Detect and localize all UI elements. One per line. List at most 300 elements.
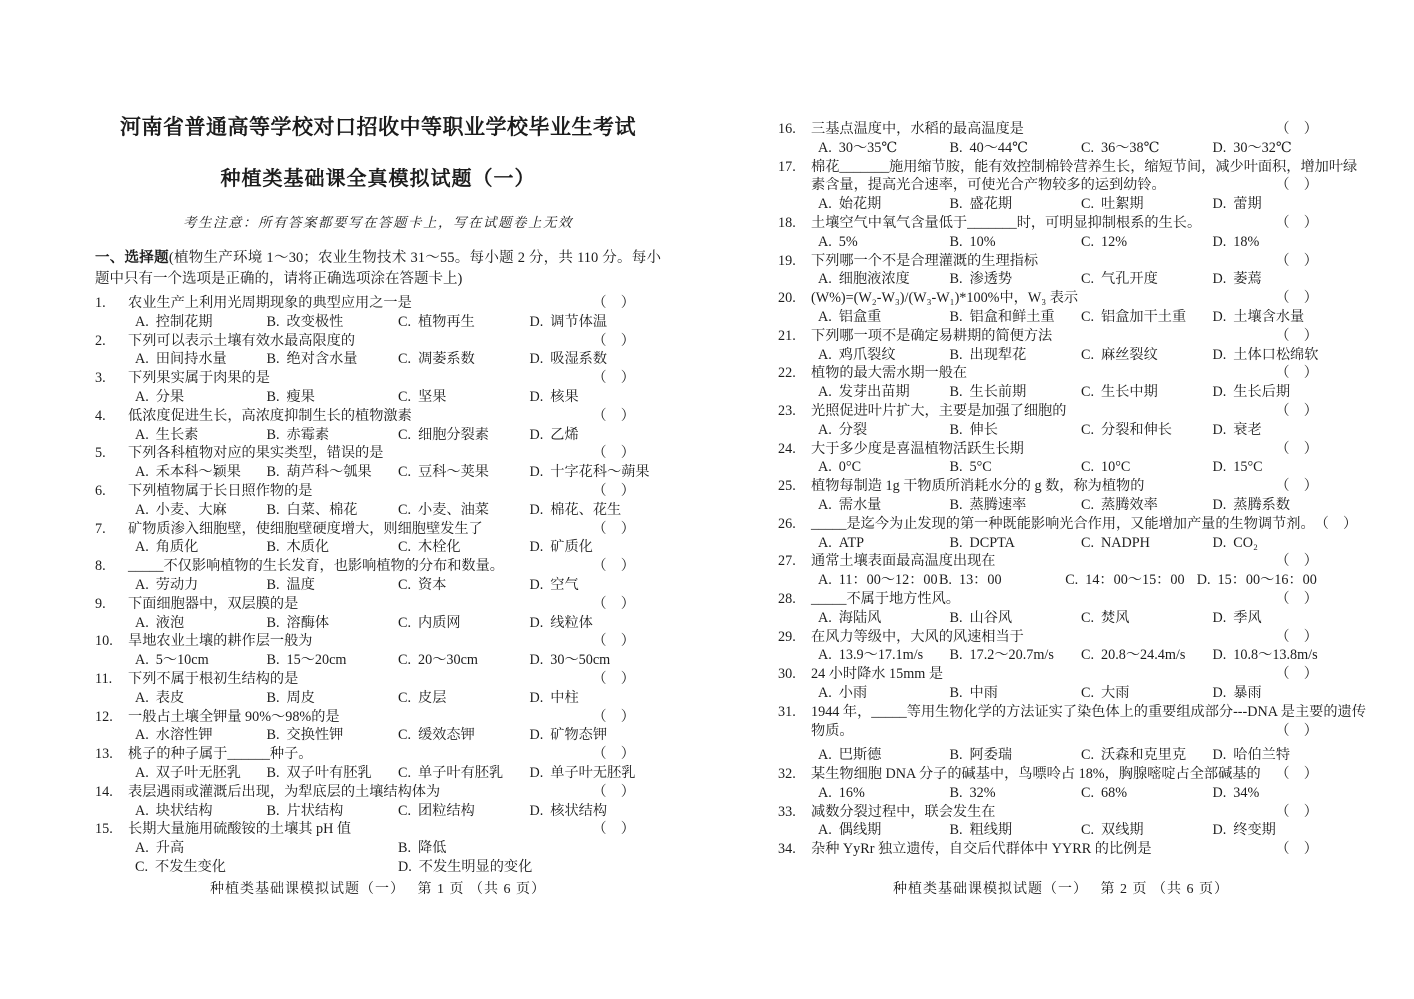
question-text: 棉花_______施用缩节胺，能有效控制棉铃营养生长，缩短节间，减少叶面积，增加叶绿 [811,158,1358,175]
question-text: 植物的最大需水期一般在 [811,365,968,382]
option-label: A. [818,822,832,839]
option-text: 出现犁花 [969,346,1027,363]
options-row [818,684,1344,703]
option-D [530,538,662,557]
option-label: B. [266,501,280,518]
question-text: 通常土壤表面最高温度出现在 [811,553,996,570]
options-row [135,350,661,369]
question-number: 7. [95,520,106,537]
answer-bracket: （ ） [1275,722,1318,739]
option-A [135,839,398,858]
option-text: 5～10cm [155,652,209,669]
question-20 [778,289,1344,327]
option-C [398,576,530,595]
question-number: 20. [778,290,796,307]
option-label: D. [1212,271,1227,288]
option-B [950,195,1082,214]
option-label: C. [1081,233,1095,250]
option-B [950,821,1082,840]
option-label: A. [135,840,149,857]
question-number: 27. [778,553,796,570]
option-text: 发芽出苗期 [838,384,910,401]
answer-bracket: （ ） [592,558,635,575]
question-text: 植物每制造 1g 干物质所消耗水分的 g 数，称为植物的 [811,478,1145,495]
option-text: 生长中期 [1101,384,1158,401]
question-7 [95,520,661,558]
option-label: A. [818,609,832,626]
question-text: 旱地农业土壤的耕作层一般为 [128,633,313,650]
option-text: 30～35℃ [838,139,898,156]
option-label: A. [135,689,149,706]
option-label: A. [135,313,149,330]
option-A [135,726,267,745]
option-label: C. [1081,139,1095,156]
question-number: 13. [95,746,113,763]
option-C [398,463,530,482]
option-A [818,534,950,553]
options-row [818,784,1344,803]
option-label: D. [1212,684,1227,701]
option-D [530,426,662,445]
option-B [950,346,1082,365]
question-26 [778,515,1358,553]
question-number: 31. [778,703,796,720]
option-C [398,426,530,445]
option-C [1081,534,1213,553]
options-row [135,538,661,557]
question-text: 土壤空气中氧气含量低于_______时，可明显抑制根系的生长。 [811,214,1202,231]
option-label: A. [135,501,149,518]
option-text: 表皮 [155,689,185,706]
option-D [530,501,662,520]
answer-bracket: （ ） [1275,440,1318,457]
question-line [778,590,1344,609]
answer-bracket: （ ） [592,482,635,499]
option-text: 水溶性钾 [155,727,213,744]
option-label: C. [1081,384,1095,401]
option-label: B. [266,539,280,556]
question-number: 11. [95,670,113,687]
question-text: _____不仅影响植物的生长发育，也影响植物的分布和数量。 [128,558,504,575]
option-C [1065,571,1197,590]
option-text: 16% [838,784,865,801]
answer-bracket: （ ） [1275,252,1318,269]
question-line [778,440,1344,459]
option-text: CO₂ [1233,534,1258,551]
option-C [1081,308,1213,327]
option-text: 粗线期 [969,822,1013,839]
option-text: 衰老 [1233,421,1262,438]
option-label: A. [818,534,832,551]
options-row [135,463,661,482]
question-24 [778,440,1344,478]
option-D [1213,458,1345,477]
question-text: 三基点温度中，水稻的最高温度是 [811,121,1024,137]
option-B [950,646,1082,665]
option-B [267,538,399,557]
option-label: D. [1212,822,1227,839]
option-text: 蒸腾系数 [1233,496,1291,513]
option-label: D. [398,858,412,875]
question-line [778,628,1344,647]
option-text: 分裂 [838,421,868,438]
answer-bracket: （ ） [1275,214,1318,231]
answer-bracket: （ ） [592,633,635,650]
option-C [1081,609,1213,628]
answer-bracket: （ ） [1275,402,1318,419]
option-text: 渗透势 [969,271,1013,288]
options-row [135,313,661,332]
option-C [1081,496,1213,515]
option-text: 蒸腾效率 [1101,496,1158,513]
answer-bracket: （ ） [592,445,635,462]
option-label: D. [1212,384,1227,401]
option-text: 海陆风 [838,609,882,626]
option-A [818,421,950,440]
question-text: 下列哪一个不是合理灌溉的生理指标 [811,252,1039,269]
option-text: 13.9～17.1m/s [838,647,924,664]
question-text: 下列不属于根初生结构的是 [128,670,299,687]
option-A [818,746,950,765]
option-label: D. [529,802,544,819]
option-label: C. [1081,496,1095,513]
option-text: 13：00 [958,572,1002,589]
option-text: 双子叶有胚乳 [286,764,372,781]
question-text: 表层遇雨或灌溉后出现，为犁底层的土壤结构体为 [128,783,441,800]
option-text: 沃森和克里克 [1101,747,1187,764]
question-text: 下列可以表示土壤有效水最高限度的 [128,332,356,349]
option-text: 线粒体 [550,614,593,631]
page-1 [95,112,661,912]
option-D [1213,346,1345,365]
option-text: 0°C [838,459,862,476]
option-label: D. [1212,308,1227,325]
question-1 [95,294,661,332]
option-label: B. [266,727,280,744]
option-text: 萎蔫 [1233,271,1262,288]
option-B [950,784,1082,803]
option-D [1213,746,1345,765]
option-B [950,496,1082,515]
option-D [1213,646,1345,665]
option-label: A. [818,421,832,438]
option-D [398,858,661,877]
option-text: 皮层 [418,689,447,706]
option-text: 15：00～16：00 [1217,572,1317,589]
option-label: C. [1081,747,1095,764]
question-number: 8. [95,558,106,575]
option-D [530,614,662,633]
option-text: 10.8～13.8m/s [1233,647,1318,664]
question-text: 一般占土壤全钾量 90%～98%的是 [128,708,340,725]
options-row [818,383,1344,402]
options-row [818,609,1344,628]
question-number: 21. [778,327,796,344]
option-A [135,802,267,821]
answer-bracket: （ ） [592,783,635,800]
question-line [778,289,1344,308]
question-line [95,557,661,576]
option-text: 蒸腾速率 [969,496,1027,513]
option-label: B. [949,384,963,401]
option-C [398,802,530,821]
option-label: A. [818,233,832,250]
option-text: 焚风 [1101,609,1130,626]
options-row [818,571,1344,590]
option-label: D. [1212,747,1227,764]
option-D [530,689,662,708]
option-B [950,270,1082,289]
option-B [939,571,1065,590]
question-number: 12. [95,708,113,725]
option-C [1081,646,1213,665]
option-B [267,764,399,783]
option-text: DCPTA [969,534,1015,551]
option-A [818,195,950,214]
answer-bracket: （ ） [592,821,635,838]
option-label: B. [266,464,280,481]
option-text: 盛花期 [969,196,1013,213]
option-C [1081,684,1213,703]
question-text: 桃子的种子属于______种子。 [128,746,313,763]
option-text: 缓效态钾 [418,727,475,744]
question-18 [778,214,1344,252]
option-B [267,463,399,482]
option-C [1081,195,1213,214]
option-B [950,609,1082,628]
question-line [95,294,661,313]
option-text: 10% [969,233,996,250]
page-subtitle: 种植类基础课全真模拟试题（一） [220,168,536,190]
option-A [135,313,267,332]
option-text: 空气 [550,576,579,593]
question-32 [778,765,1344,803]
question-number: 18. [778,214,796,231]
options-row [135,764,661,783]
question-text: 下列果实属于肉果的是 [128,370,270,387]
option-label: D. [1212,534,1227,551]
option-D [530,463,662,482]
option-label: C. [1081,784,1095,801]
option-C [1081,458,1213,477]
option-label: A. [818,647,832,664]
question-line [778,665,1344,684]
question-number: 6. [95,482,106,499]
option-C [1081,270,1213,289]
option-label: A. [818,384,832,401]
option-text: 麻丝裂纹 [1101,346,1158,363]
option-D [530,802,662,821]
option-label: B. [949,196,963,213]
answer-bracket: （ ） [1275,365,1318,382]
option-A [818,609,950,628]
option-label: A. [818,139,832,156]
options-row [818,139,1344,158]
option-text: 木栓化 [418,539,461,556]
question-21 [778,327,1344,365]
option-text: 15～20cm [286,652,347,669]
option-label: C. [1081,647,1095,664]
question-number: 28. [778,590,796,607]
option-B [267,501,399,520]
option-text: 核状结构 [550,802,608,819]
question-number: 19. [778,252,796,269]
options-row [135,576,661,595]
question-11 [95,670,661,708]
option-C [398,350,530,369]
question-19 [778,252,1344,290]
option-text: 32% [969,784,996,801]
option-label: A. [818,784,832,801]
option-A [818,496,950,515]
question-line [95,820,661,839]
option-label: B. [266,426,280,443]
option-text: NADPH [1101,534,1150,551]
answer-bracket: （ ） [592,595,635,612]
option-text: 调节体温 [550,313,608,330]
question-text: 素含量，提高光合速率，可使光合产物较多的运到幼铃。 [811,177,1166,194]
option-text: 吸湿系数 [550,351,608,368]
question-15 [95,820,661,876]
option-D [1213,270,1345,289]
options-row [135,501,661,520]
question-line [778,158,1358,177]
options-row [818,496,1344,515]
question-number: 1. [95,295,106,311]
question-number: 16. [778,121,796,137]
option-label: C. [398,764,412,781]
option-D [530,313,662,332]
option-label: D. [529,464,544,481]
answer-bracket: （ ） [1275,327,1318,344]
option-text: 20～30cm [418,652,478,669]
option-label: C. [1081,196,1095,213]
option-label: D. [529,426,544,443]
option-B [950,421,1082,440]
question-2 [95,332,661,370]
question-text: 杂种 YyRr 独立遗传，自交后代群体中 YYRR 的比例是 [811,841,1152,858]
option-label: D. [529,689,544,706]
option-A [135,764,267,783]
option-label: B. [949,233,963,250]
question-text: 1944 年，_____等用生物化学的方法证实了染色体上的重要组成部分---DNA 是主要的遗传 [811,703,1366,720]
option-label: D. [1212,233,1227,250]
option-A [818,646,950,665]
answer-bracket: （ ） [1275,553,1318,570]
option-A [818,571,939,590]
option-text: 34% [1233,784,1260,801]
option-text: 需水量 [838,496,882,513]
option-text: 团粒结构 [418,802,475,819]
option-label: C. [398,689,412,706]
option-text: 溶酶体 [286,614,330,631]
option-C [398,614,530,633]
option-label: A. [135,464,149,481]
question-number: 30. [778,666,796,683]
option-B [950,746,1082,765]
question-number: 26. [778,515,796,532]
option-text: 中雨 [969,684,998,701]
question-33 [778,803,1344,841]
answer-bracket: （ ） [1275,803,1318,820]
option-label: B. [266,313,280,330]
option-B [267,426,399,445]
option-text: 葫芦科～瓠果 [286,464,372,481]
option-D [530,576,662,595]
option-text: 双线期 [1101,822,1144,839]
option-label: D. [529,727,544,744]
option-text: 气孔开度 [1101,271,1158,288]
answer-bracket: （ ） [592,370,635,387]
question-line [778,765,1344,784]
answer-bracket: （ ） [592,746,635,763]
option-label: B. [398,840,412,857]
option-text: 30～32℃ [1233,139,1292,156]
option-label: B. [949,346,963,363]
question-number: 32. [778,766,796,783]
question-text: 低浓度促进生长，高浓度抑制生长的植物激素 [128,407,412,424]
option-label: C. [1081,822,1095,839]
option-B [267,313,399,332]
option-text: 液泡 [155,614,185,631]
option-label: B. [266,388,280,405]
question-text: 在风力等级中，大风的风速相当于 [811,628,1024,645]
option-label: C. [398,652,412,669]
option-B [267,689,399,708]
option-label: B. [949,784,963,801]
question-text: 大于多少度是喜温植物活跃生长期 [811,440,1024,457]
option-label: A. [135,388,149,405]
option-B [267,350,399,369]
question-line [778,327,1344,346]
option-text: 蕾期 [1233,196,1262,213]
option-A [135,576,267,595]
option-label: B. [949,139,963,156]
question-text: 下列各科植物对应的果实类型，错误的是 [128,445,384,462]
answer-bracket: （ ） [1275,841,1318,858]
option-text: 铝盒加干土重 [1101,308,1187,325]
option-text: 铝盒和鲜土重 [969,308,1055,325]
option-text: 10°C [1101,459,1131,476]
option-text: 始花期 [838,196,882,213]
question-17 [778,158,1358,214]
option-label: D. [1212,421,1227,438]
question-number: 23. [778,402,796,419]
answer-bracket: （ ） [1275,766,1318,783]
option-text: 交换性钾 [286,727,344,744]
option-label: B. [266,614,280,631]
option-label: C. [1081,534,1095,551]
option-D [1213,534,1345,553]
option-text: 生长后期 [1233,384,1291,401]
option-C [398,501,530,520]
option-text: 伸长 [969,421,998,438]
option-text: 36～38℃ [1101,139,1160,156]
option-label: C. [398,351,412,368]
question-line [778,364,1344,383]
option-label: C. [398,388,412,405]
option-C [398,726,530,745]
option-label: C. [398,802,412,819]
option-D [530,726,662,745]
answer-bracket: （ ） [592,670,635,687]
option-B [267,614,399,633]
question-number: 9. [95,595,106,612]
option-text: 赤霉素 [286,426,330,443]
options-row [135,651,661,670]
option-text: 改变极性 [286,313,344,330]
option-A [818,821,950,840]
